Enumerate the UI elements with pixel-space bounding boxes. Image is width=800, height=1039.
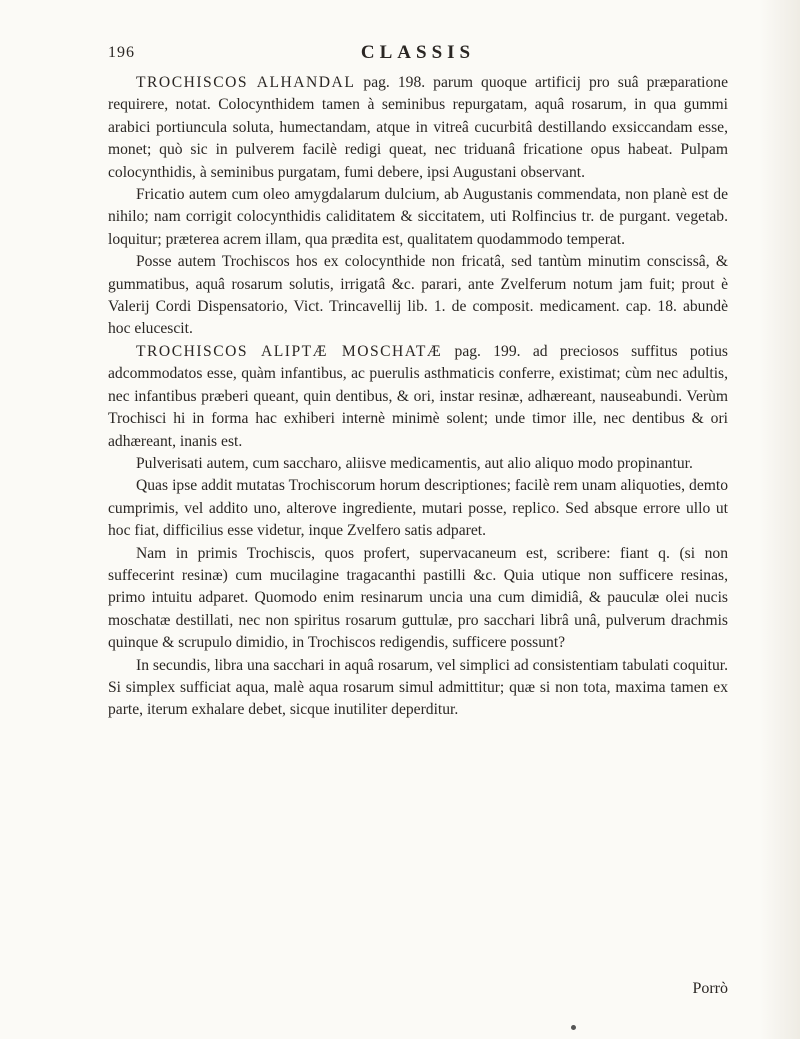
page-edge-shadow: [760, 0, 800, 1039]
paragraph-lead: TROCHISCOS ALIPTÆ MOSCHATÆ: [136, 342, 443, 360]
paragraph-text: Quas ipse addit mutatas Trochiscorum horum descriptiones; facilè rem unam aliquoties, demto cumprimis, vel addito uno, alterove ingrediente, mutari posse, replico. Sed absque errore ullo ut hoc fiat, difficilius esse videtur, inque Zvelfero satis adparet.: [108, 477, 728, 540]
paragraph-text: Pulverisati autem, cum saccharo, aliisve medicamentis, aut alio aliquo modo propinantur.: [136, 454, 693, 472]
paragraph: [108, 341, 728, 453]
running-head: CLASSIS: [360, 42, 476, 63]
paragraph-text: Fricatio autem cum oleo amygdalarum dulcium, ab Augustanis commendata, non planè est de nihilo; nam corrigit colocynthidis caliditatem & siccitatem, uti Rolfincius tr. de purgant. vegetab. loquitur; præterea acrem illam, qua prædita est, qualitatem quodammodo temperat.: [108, 186, 728, 248]
body-text: [108, 72, 728, 722]
paragraph-text: In secundis, libra una sacchari in aquâ rosarum, vel simplici ad consistentiam tabulati coquitur. Si simplex sufficiat aqua, malè aqua rosarum simul admittitur; quæ si non tota, maxima tamen ex parte, iterum exhalare debet, sicque inutiliter deperditur.: [108, 656, 728, 719]
paragraph: [108, 475, 728, 542]
paragraph: [108, 251, 728, 341]
paragraph-text: pag. 198. parum quoque artificij pro suâ præparatione requirere, notat. Colocynthidem tamen à seminibus repurgatam, aquâ rosarum, in qua gummi arabici portiuncula soluta, humectandam, atque in vitreâ cucurbitâ destillando exsiccandam esse, monet; quò sic in pulverem facilè redigi queat, nec triduanâ fricatione opus habeat. Pulpam colocynthidis, à seminibus purgatam, fumi debere, ipsi Augustani observant.: [108, 74, 728, 181]
paragraph: [108, 453, 728, 475]
paragraph: [108, 72, 728, 184]
paragraph-text: Posse autem Trochiscos hos ex colocynthide non fricatâ, sed tantùm minutim conscissâ, & gummatibus, aquâ rosarum solutis, irrigatâ &c. parari, ante Zvelferum notum jam fuit; prout è Valerij Cordi Dispensatorio, Vict. Trincavellij lib. 1. de composit. medicament. cap. 18. abundè hoc elucescit.: [108, 253, 728, 338]
paragraph: [108, 543, 728, 655]
page-header: [108, 44, 728, 66]
paragraph-text: Nam in primis Trochiscis, quos profert, supervacaneum est, scribere: fiant q. (si non suffecerint resinæ) cum mucilagine tragacanthi pastilli &c. Quia utique non sufficere resinas, primo intuitu adparet. Quomodo enim resinarum uncia una cum dimidiâ, & pauculæ olei nucis moschatæ destillati, nec non spiritus rosarum guttulæ, pro sacchari librâ unâ, pulverum drachmis quinque & scrupulo dimidio, in Trochiscos redigendis, sufficere possunt?: [108, 544, 728, 652]
ink-dot: [571, 1025, 576, 1030]
page-number: 196: [108, 44, 135, 61]
paragraph-lead: TROCHISCOS ALHANDAL: [136, 74, 356, 91]
catchword: Porrò: [692, 980, 728, 997]
paragraph-text: pag. 199. ad preciosos suffitus potius adcommodatos esse, quàm infantibus, ac puerulis asthmaticis conferre, existimat; cùm nec adultis, nec infantibus præberi queant, quin dentibus, & ori, instar resinæ, adhæreant, nauseabundi. Verùm Trochisci hi in forma hac exhiberi internè minimè solent; unde timor ille, nec dentibus & ori adhæreant, inanis est.: [108, 342, 728, 450]
paragraph: [108, 184, 728, 251]
paragraph: [108, 655, 728, 722]
